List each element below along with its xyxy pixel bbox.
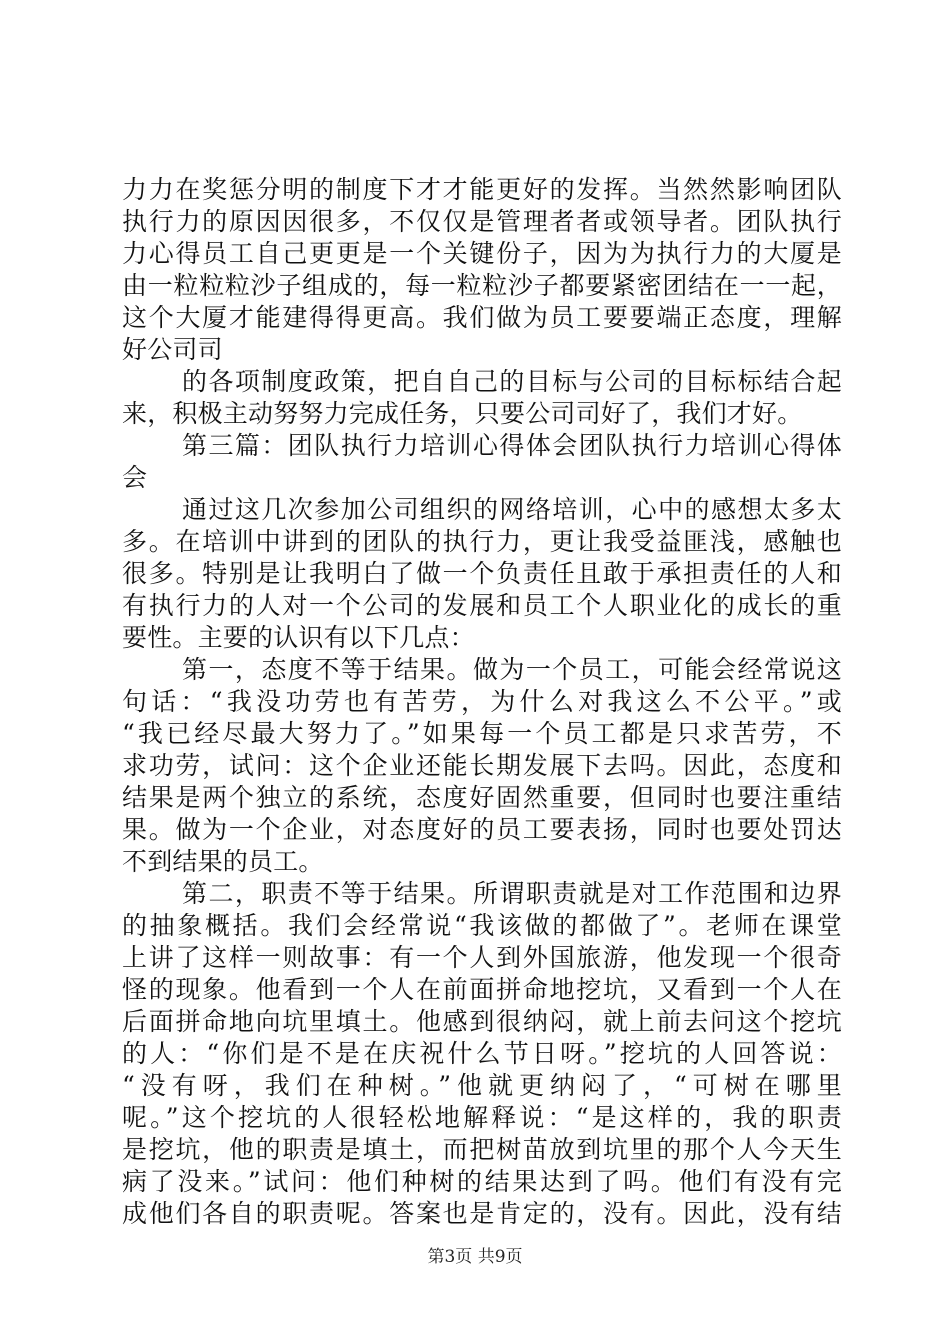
page-number: 第3页 共9页 (427, 1247, 523, 1267)
text-line: 很多。特别是让我明白了做一个负责任且敢于承担责任的人和 (122, 559, 842, 588)
text-line: 成他们各自的职责呢。答案也是肯定的，没有。因此，没有结 (122, 1199, 842, 1228)
text-line: 通过这几次参加公司组织的网络培训，心中的感想太多太 (182, 495, 842, 524)
text-line: “没有呀，我们在种树。”他就更纳闷了，“可树在哪里 (122, 1071, 842, 1100)
text-line: 果。做为一个企业，对态度好的员工要表扬，同时也要处罚达 (122, 815, 842, 844)
text-line: 有执行力的人对一个公司的发展和员工个人职业化的成长的重 (122, 591, 842, 620)
text-line: 的人：“你们是不是在庆祝什么节日呀。”挖坑的人回答说： (122, 1039, 842, 1068)
text-line: 这个大厦才能建得得更高。我们做为员工要要端正态度，理解 (122, 303, 842, 332)
text-line: 上讲了这样一则故事：有一个人到外国旅游，他发现一个很奇 (122, 943, 842, 972)
text-line: 由一粒粒粒沙子组成的，每一粒粒沙子都要紧密团结在一一起， (122, 271, 842, 300)
text-line: 第二，职责不等于结果。所谓职责就是对工作范围和边界 (182, 879, 842, 908)
text-line: 的各项制度政策，把自自己的目标与公司的目标标结合起 (182, 367, 842, 396)
text-line: 力心得员工自己更更是一个关键份子，因为为执行力的大厦是 (122, 239, 842, 268)
text-line: 要性。主要的认识有以下几点： (122, 623, 475, 652)
text-line: 不到结果的员工。 (122, 847, 324, 876)
text-line: 力力在奖惩分明的制度下才才能更好的发挥。当然然影响团队 (122, 175, 842, 204)
text-line: 第一，态度不等于结果。做为一个员工，可能会经常说这 (182, 655, 842, 684)
text-line: 呢。”这个挖坑的人很轻松地解释说：“是这样的，我的职责 (122, 1103, 842, 1132)
text-line: 是挖坑，他的职责是填土，而把树苗放到坑里的那个人今天生 (122, 1135, 842, 1164)
text-line: 求功劳，试问：这个企业还能长期发展下去吗。因此，态度和 (122, 751, 842, 780)
text-line: 的抽象概括。我们会经常说“我该做的都做了”。老师在课堂 (122, 911, 842, 940)
section-heading: 会 (122, 463, 148, 492)
text-line: 多。在培训中讲到的团队的执行力，更让我受益匪浅，感触也 (122, 527, 842, 556)
section-heading: 第三篇：团队执行力培训心得体会团队执行力培训心得体 (182, 431, 842, 460)
text-line: 来，积极主动努努力完成任务，只要公司司好了，我们才好。 (122, 399, 803, 428)
text-line: 执行力的原因因很多，不仅仅是管理者者或领导者。团队执行 (122, 207, 842, 236)
text-line: 好公司司 (122, 335, 223, 364)
body-text (122, 174, 842, 1230)
text-line: 句话：“我没功劳也有苦劳，为什么对我这么不公平。”或 (122, 687, 842, 716)
text-line: 怪的现象。他看到一个人在前面拼命地挖坑，又看到一个人在 (122, 975, 842, 1004)
text-line: 结果是两个独立的系统，态度好固然重要，但同时也要注重结 (122, 783, 842, 812)
text-line: 后面拼命地向坑里填土。他感到很纳闷，就上前去问这个挖坑 (122, 1007, 842, 1036)
text-line: 病了没来。”试问：他们种树的结果达到了吗。他们有没有完 (122, 1167, 842, 1196)
text-line: “我已经尽最大努力了。”如果每一个员工都是只求苦劳，不 (122, 719, 842, 748)
